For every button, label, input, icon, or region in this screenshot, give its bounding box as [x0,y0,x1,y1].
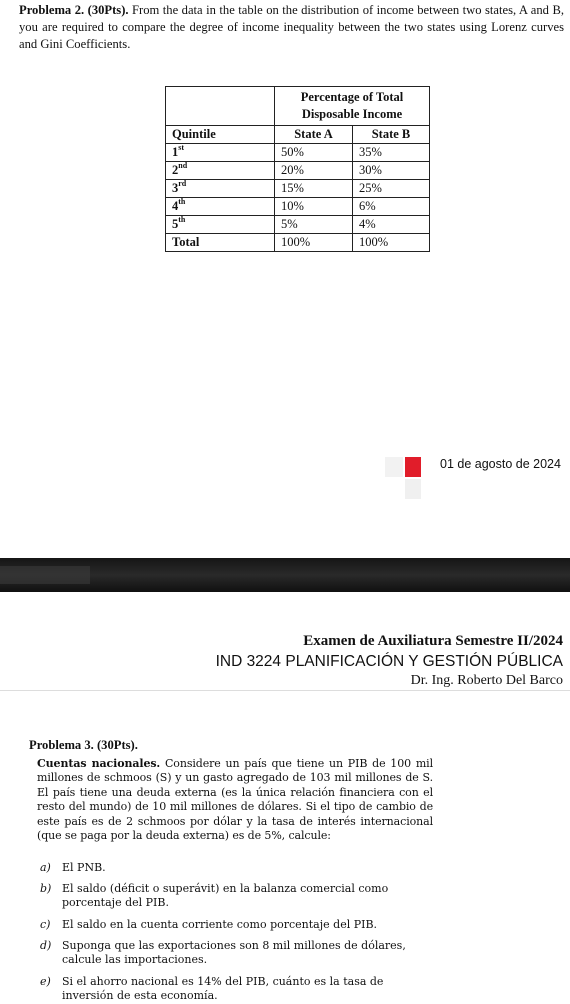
table-row [166,198,430,216]
total-state-a: 100% [275,234,353,252]
exam-title: Examen de Auxiliatura Semestre II/2024 [303,633,563,649]
table-total-row [166,234,430,252]
col-state-a: State A [275,126,353,144]
state-a-cell: 50% [275,144,353,162]
total-label: Total [166,234,275,252]
problem2-text: From the data in the table on the distribution of income between two states, A and B, you are required to compare the degree of income inequality between the two states using Lorenz curves and Gini Coefficients. [19,3,564,51]
page-separator-band [0,558,570,592]
author-name: Dr. Ing. Roberto Del Barco [410,673,563,688]
state-a-cell: 15% [275,180,353,198]
problem2-title: Problema 2. (30Pts). [19,3,129,17]
problem3-lead: Cuentas nacionales. [37,757,161,770]
quintile-cell: 3rd [166,180,275,198]
quintile-cell: 2nd [166,162,275,180]
table-row [166,180,430,198]
table-header-row [166,87,430,126]
table-row [166,162,430,180]
state-a-cell: 10% [275,198,353,216]
item-label: b) [40,882,52,895]
state-b-cell: 35% [353,144,430,162]
state-a-cell: 20% [275,162,353,180]
problem3-title: Problema 3. (30Pts). [29,738,138,752]
table-row [166,216,430,234]
problem3-paragraph [37,757,433,843]
header-line-1: Percentage of Total [300,90,404,104]
state-b-cell: 6% [353,198,430,216]
income-table [165,86,430,252]
item-text: El PNB. [62,861,106,874]
item-label: e) [40,975,51,988]
item-label: a) [40,861,51,874]
header-empty-cell [166,87,275,126]
logo-block-light [405,479,421,499]
quintile-cell: 1st [166,144,275,162]
footer-date: 01 de agosto de 2024 [440,457,561,471]
item-text: El saldo en la cuenta corriente como porcentaje del PIB. [62,918,378,931]
quintile-cell: 5th [166,216,275,234]
item-label: d) [40,939,52,952]
logo-block-gray [385,457,403,477]
item-text: El saldo (déficit o superávit) en la balanza comercial como porcentaje del PIB. [62,882,389,910]
item-text: Si el ahorro nacional es 14% del PIB, cuánto es la tasa de inversión de esta economía. [62,975,384,1003]
university-logo [380,455,440,503]
header-line-2: Disposable Income [301,107,403,121]
quintile-cell: 4th [166,198,275,216]
col-state-b: State B [353,126,430,144]
separator-shade [0,566,90,584]
course-title: IND 3224 PLANIFICACIÓN Y GESTIÓN PÚBLICA [215,653,563,670]
state-b-cell: 30% [353,162,430,180]
table-columns-row [166,126,430,144]
col-quintile: Quintile [166,126,275,144]
problem3-text: Considere un país que tiene un PIB de 100 mil millones de schmoos (S) y un gasto agregado de 103 mil millones de S. El país tiene una deuda externa (es la única relación financiera con el resto del mundo) de 10 mil millones de dólares. Si el tipo de cambio de este país es de 2 schmoos por dólar y la tasa de interés internacional (que se paga por la deuda externa) es de 5%, calcule: [37,757,433,843]
state-b-cell: 4% [353,216,430,234]
item-label: c) [40,918,51,931]
total-state-b: 100% [353,234,430,252]
header-group-cell [275,87,430,126]
table-row [166,144,430,162]
header-divider [0,690,570,691]
problem2-paragraph [19,2,564,53]
state-a-cell: 5% [275,216,353,234]
logo-block-red [405,457,421,477]
item-text: Suponga que las exportaciones son 8 mil millones de dólares, calcule las importaciones. [62,939,406,967]
state-b-cell: 25% [353,180,430,198]
